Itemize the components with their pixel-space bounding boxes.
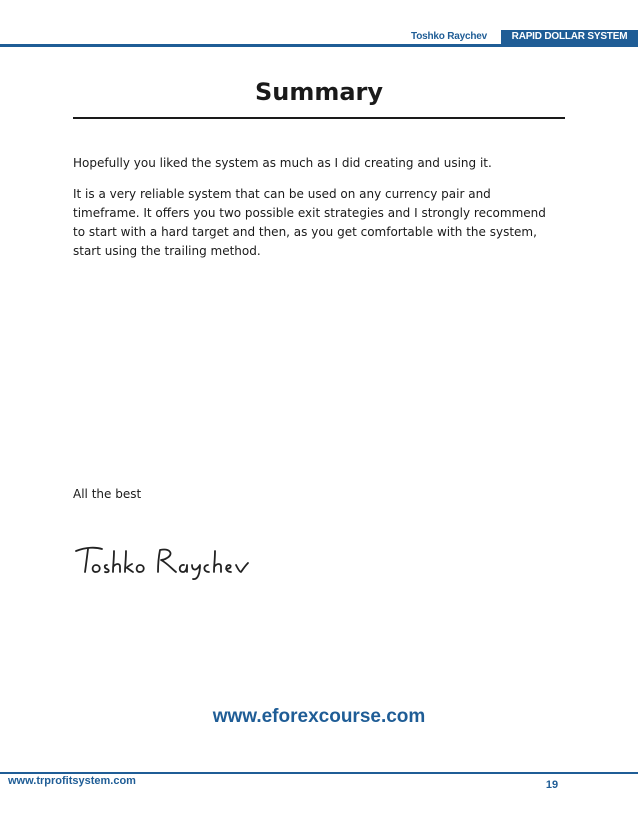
page-title: Summary [254, 78, 384, 106]
footer-website-link[interactable]: www.trprofitsystem.com [8, 775, 136, 787]
header-document-title: RAPID DOLLAR SYSTEM [501, 30, 638, 44]
title-underline [73, 117, 565, 119]
paragraph-system-description: It is a very reliable system that can be used on any currency pair and timeframe. It offers you two possible exit strategies and I strongly recommend to start with a hard target and then, as you get comfortable with the system, start using the trailing method. [73, 187, 546, 258]
website-link[interactable]: www.eforexcourse.com [212, 706, 426, 727]
paragraph-intro: Hopefully you liked the system as much as I did creating and using it. [73, 156, 492, 170]
paragraph-closing: All the best [73, 487, 142, 501]
page-number: 19 [545, 779, 559, 791]
header-author: Toshko Raychev [411, 31, 487, 42]
header-divider [0, 44, 638, 47]
handwritten-signature [74, 541, 264, 581]
